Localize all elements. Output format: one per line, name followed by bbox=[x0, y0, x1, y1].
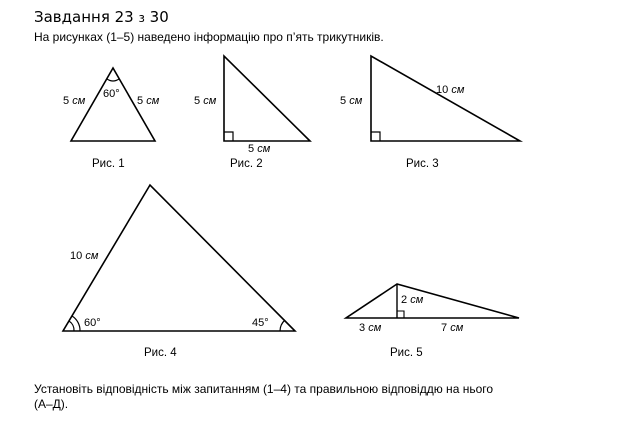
figure-5 bbox=[346, 284, 519, 318]
fig1-angle-label: 60° bbox=[103, 88, 120, 100]
fig3-vertical-label: 5 см bbox=[340, 95, 363, 107]
figure-3 bbox=[371, 56, 520, 141]
fig5-right-base-label: 7 см bbox=[441, 322, 464, 334]
fig1-left-label: 5 см bbox=[63, 95, 86, 107]
fig5-height-label: 2 см bbox=[401, 294, 424, 306]
figure-3-triangle bbox=[371, 56, 520, 141]
fig4-right-angle-label: 45° bbox=[252, 317, 269, 329]
figure-2 bbox=[224, 56, 310, 141]
figure-4-left-angle-arc-inner bbox=[69, 321, 74, 331]
fig3-caption: Рис. 3 bbox=[406, 158, 439, 170]
fig5-left-base-label: 3 см bbox=[359, 322, 382, 334]
figure-3-right-angle-mark bbox=[371, 132, 380, 141]
fig2-vertical-label: 5 см bbox=[194, 95, 217, 107]
fig2-caption: Рис. 2 bbox=[230, 158, 263, 170]
fig5-caption: Рис. 5 bbox=[390, 347, 423, 359]
fig4-left-angle-label: 60° bbox=[84, 317, 101, 329]
figure-4-right-angle-arc bbox=[280, 320, 285, 331]
fig1-right-label: 5 см bbox=[137, 95, 160, 107]
figure-4-left-angle-arc bbox=[72, 316, 80, 331]
figure-5-right-angle-mark bbox=[397, 311, 404, 318]
fig3-hypotenuse-label: 10 см bbox=[436, 84, 465, 96]
fig2-bottom-label: 5 см bbox=[248, 143, 271, 155]
fig1-caption: Рис. 1 bbox=[92, 158, 125, 170]
task-title-of: з bbox=[138, 11, 145, 25]
question-text: Установіть відповідність між запитанням (1–4) та правильною відповіддю на нього (А–Д). bbox=[34, 382, 494, 411]
intro-text: На рисунках (1–5) наведено інформацію про п’ять трикутників. bbox=[34, 30, 384, 44]
fig4-side-label: 10 см bbox=[70, 250, 99, 262]
figure-5-triangle bbox=[346, 284, 519, 318]
figure-1-angle-arc bbox=[107, 79, 119, 81]
task-title-main: Завдання 23 bbox=[34, 8, 134, 26]
task-title-total: 30 bbox=[149, 8, 169, 26]
figure-2-right-angle-mark bbox=[224, 132, 233, 141]
fig4-caption: Рис. 4 bbox=[144, 347, 177, 359]
figure-2-triangle bbox=[224, 56, 310, 141]
